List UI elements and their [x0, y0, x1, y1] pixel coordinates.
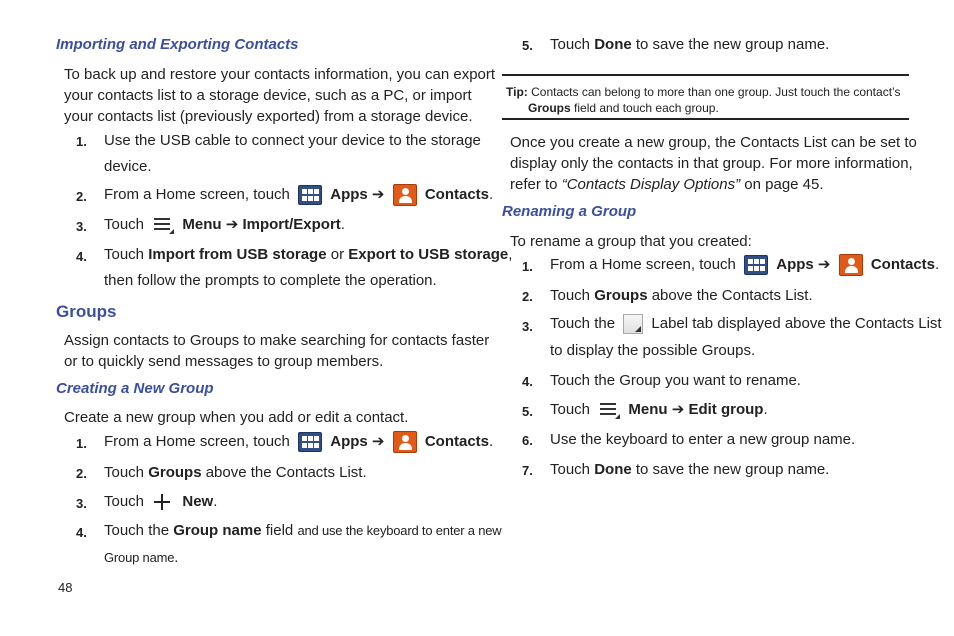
step-number: 1. — [522, 259, 533, 274]
step-text: From a Home screen, touch Apps ➔ Contacts. — [550, 254, 939, 276]
rename-group-heading: Renaming a Group — [502, 203, 637, 220]
step-number: 2. — [522, 289, 533, 304]
step-text: From a Home screen, touch Apps ➔ Contacts. — [104, 431, 493, 453]
step-number: 4. — [76, 525, 87, 540]
step-number: 1. — [76, 134, 87, 149]
step-number: 3. — [76, 496, 87, 511]
step-text: device. — [104, 158, 152, 175]
create-group-paragraph: Create a new group when you add or edit a contact. — [64, 409, 409, 426]
step-text: Touch Done to save the new group name. — [550, 36, 830, 53]
step-text: Touch the Group name field and use the keyboard to enter a new — [104, 522, 502, 539]
step-text: Touch New. — [104, 492, 217, 512]
group-info-paragraph: Once you create a new group, the Contacts List can be set to display only the contacts in that group. For more information, refer to “Contacts Display Options” on page 45. — [510, 134, 917, 193]
step-text: then follow the prompts to complete the operation. — [104, 272, 437, 289]
step-text: Group name. — [104, 549, 179, 566]
label-tab-icon — [623, 314, 643, 334]
step-text: Use the USB cable to connect your device to the storage — [104, 132, 481, 149]
step-text: Touch Groups above the Contacts List. — [104, 464, 367, 481]
step-text: Touch the Group you want to rename. — [550, 372, 801, 389]
step-number: 4. — [76, 249, 87, 264]
step-number: 1. — [76, 436, 87, 451]
step-text: Touch Menu ➔ Edit group. — [550, 401, 768, 418]
plus-icon — [152, 492, 172, 512]
contacts-icon — [393, 184, 417, 206]
import-export-paragraph: To back up and restore your contacts information, you can export your contacts list to a storage device, such as a PC, or import your contacts list (previously exported) from a storage device. — [64, 66, 496, 125]
create-group-heading: Creating a New Group — [56, 380, 214, 397]
step-text: Touch Menu ➔ Import/Export. — [104, 216, 345, 233]
contacts-icon — [839, 254, 863, 276]
step-number: 2. — [76, 189, 87, 204]
step-number: 5. — [522, 38, 533, 53]
menu-icon — [152, 216, 174, 234]
import-export-heading: Importing and Exporting Contacts — [56, 36, 299, 53]
apps-icon — [744, 255, 768, 275]
step-text: From a Home screen, touch Apps ➔ Contacts. — [104, 184, 493, 206]
step-text: Touch Import from USB storage or Export to USB storage, — [104, 246, 513, 263]
cross-reference-link[interactable]: “Contacts Display Options” — [561, 176, 741, 193]
page-number: 48 — [58, 580, 73, 595]
apps-icon — [298, 185, 322, 205]
groups-paragraph: Assign contacts to Groups to make searching for contacts faster or to quickly send messages to group members. — [64, 332, 490, 370]
tip-box: Tip: Contacts can belong to more than one group. Just touch the contact’s Groups field and touch each group. — [502, 74, 909, 120]
step-number: 3. — [522, 319, 533, 334]
apps-icon — [298, 432, 322, 452]
step-number: 3. — [76, 219, 87, 234]
step-text: Use the keyboard to enter a new group name. — [550, 431, 856, 448]
step-number: 5. — [522, 404, 533, 419]
step-number: 7. — [522, 463, 533, 478]
step-number: 6. — [522, 433, 533, 448]
step-number: 2. — [76, 466, 87, 481]
step-text: Touch Groups above the Contacts List. — [550, 287, 813, 304]
contacts-icon — [393, 431, 417, 453]
step-text: Touch Done to save the new group name. — [550, 461, 830, 478]
step-text: Touch the Label tab displayed above the Contacts List — [550, 314, 942, 334]
step-number: 4. — [522, 374, 533, 389]
menu-icon — [598, 401, 620, 419]
groups-heading: Groups — [56, 302, 117, 321]
step-text: to display the possible Groups. — [550, 342, 756, 359]
rename-group-paragraph: To rename a group that you created: — [510, 233, 752, 250]
